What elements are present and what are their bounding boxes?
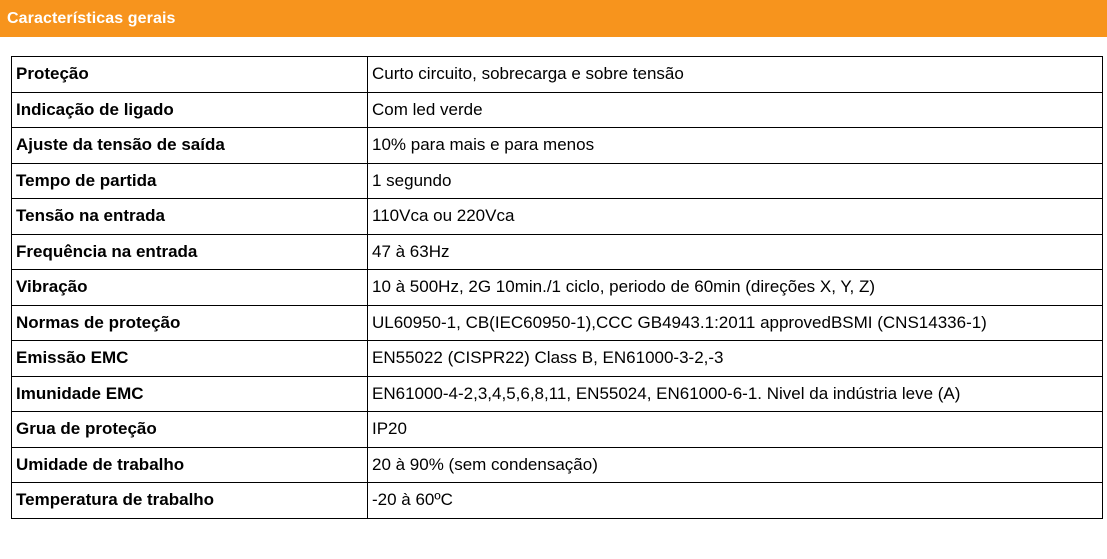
spec-label: Umidade de trabalho xyxy=(12,447,368,483)
spec-label: Vibração xyxy=(12,270,368,306)
spec-label: Temperatura de trabalho xyxy=(12,483,368,519)
spec-value: IP20 xyxy=(368,412,1103,448)
section-title: Características gerais xyxy=(7,9,176,27)
table-row xyxy=(12,92,1103,128)
spec-label: Frequência na entrada xyxy=(12,234,368,270)
table-row xyxy=(12,163,1103,199)
table-row xyxy=(12,483,1103,519)
spec-label: Indicação de ligado xyxy=(12,92,368,128)
spec-value: Com led verde xyxy=(368,92,1103,128)
table-row xyxy=(12,270,1103,306)
spec-value: Curto circuito, sobrecarga e sobre tensão xyxy=(368,57,1103,93)
table-row xyxy=(12,128,1103,164)
spec-value: -20 à 60ºC xyxy=(368,483,1103,519)
section-header xyxy=(0,0,1107,37)
spec-label: Ajuste da tensão de saída xyxy=(12,128,368,164)
spec-value: 10 à 500Hz, 2G 10min./1 ciclo, periodo de 60min (direções X, Y, Z) xyxy=(368,270,1103,306)
table-row xyxy=(12,376,1103,412)
spec-value: 20 à 90% (sem condensação) xyxy=(368,447,1103,483)
spec-value: EN61000-4-2,3,4,5,6,8,11, EN55024, EN61000-6-1. Nivel da indústria leve (A) xyxy=(368,376,1103,412)
spec-value: 10% para mais e para menos xyxy=(368,128,1103,164)
table-row xyxy=(12,199,1103,235)
table-row xyxy=(12,234,1103,270)
spec-label: Grua de proteção xyxy=(12,412,368,448)
spec-value: UL60950-1, CB(IEC60950-1),CCC GB4943.1:2011 approvedBSMI (CNS14336-1) xyxy=(368,305,1103,341)
spec-label: Tempo de partida xyxy=(12,163,368,199)
spec-value: 1 segundo xyxy=(368,163,1103,199)
specs-table xyxy=(11,56,1103,519)
table-row xyxy=(12,57,1103,93)
spec-label: Normas de proteção xyxy=(12,305,368,341)
spec-label: Tensão na entrada xyxy=(12,199,368,235)
spec-label: Emissão EMC xyxy=(12,341,368,377)
table-row xyxy=(12,447,1103,483)
spec-label: Imunidade EMC xyxy=(12,376,368,412)
table-row xyxy=(12,305,1103,341)
spec-label: Proteção xyxy=(12,57,368,93)
spec-value: 47 à 63Hz xyxy=(368,234,1103,270)
table-row xyxy=(12,412,1103,448)
table-row xyxy=(12,341,1103,377)
spec-value: EN55022 (CISPR22) Class B, EN61000-3-2,-3 xyxy=(368,341,1103,377)
spec-value: 110Vca ou 220Vca xyxy=(368,199,1103,235)
